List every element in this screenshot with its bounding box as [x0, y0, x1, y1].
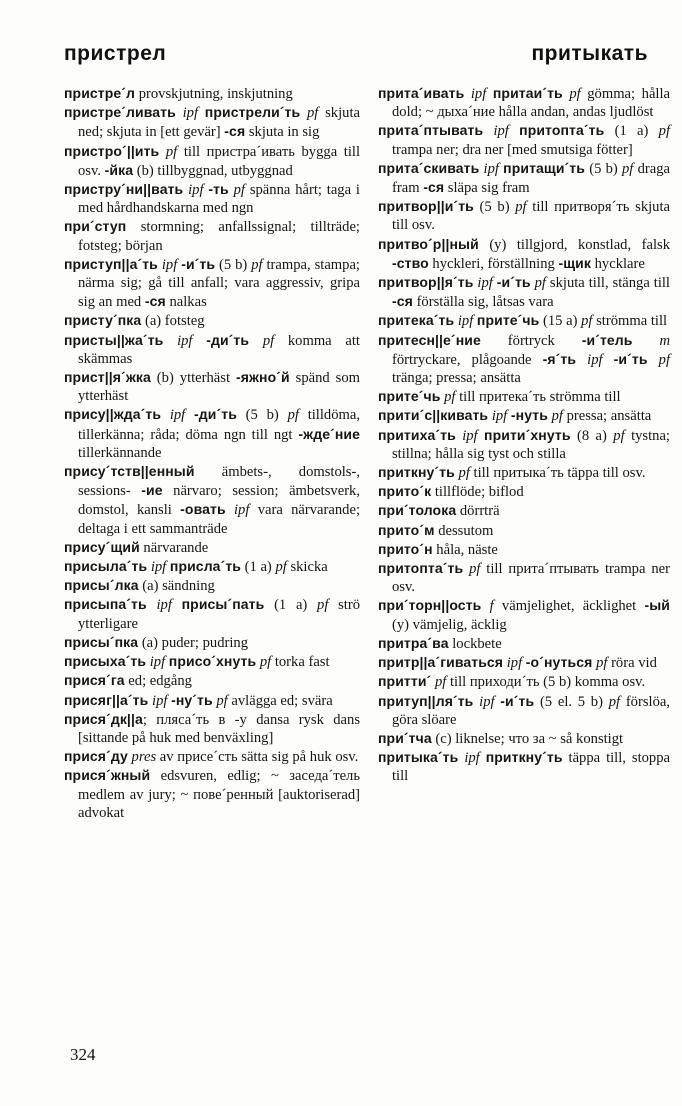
dictionary-entry: прису´тств||енный ämbets-, domstols-, sessions- -ие närvaro; session; ämbetsverk, domstol, kansli -овать ipf vara närvarande; deltaga i ett sammanträde [64, 463, 360, 537]
dictionary-entry: приткну´ть pf till притыка´ть täppa till osv. [378, 464, 646, 482]
dictionary-entry: притека´ть ipf прите´чь (15 a) pf strömma till [378, 312, 668, 330]
dictionary-entry: присыла´ть ipf присла´ть (1 a) pf skicka [64, 558, 328, 576]
left-column [64, 84, 360, 822]
dictionary-entry: прися´дк||а; пляса´ть в -у dansa rysk dans [sittande på huk med benväxling] [64, 710, 360, 746]
dictionary-entry: при´тча (c) liknelse; что за ~ så konstigt [378, 729, 624, 747]
dictionary-entry: притти´ pf till приходи´ть (5 b) komma osv. [378, 673, 646, 691]
dictionary-entry: притво´р||ный (y) tillgjord, konstlad, falsk -ство hyckleri, förställning -щик hycklare [378, 235, 670, 272]
dictionary-entry: прися´га ed; edgång [64, 672, 192, 690]
dictionary-entry: прися´жный edsvuren, edlig; ~ заседа´тель medlem av jury; ~ пове´ренный [auktoriserad] advokat [64, 767, 360, 821]
right-column [378, 84, 670, 786]
dictionary-entry: присты||жа´ть ipf -ди´ть pf komma att skämmas [64, 331, 360, 367]
dictionary-entry: притыка´ть ipf приткну´ть täppa till, stoppa till [378, 749, 670, 785]
dictionary-entry: прито´м dessutom [378, 521, 494, 539]
dictionary-entry: притесн||е´ние förtryck -и´тель m förtryckare, plågoande -я´ть ipf -и´ть pf tränga; pressa; ansätta [378, 331, 671, 387]
dictionary-entry: пристру´ни||вать ipf -ть pf spänna hårt; taga i med hårdhandskarna med ngn [64, 181, 360, 217]
dictionary-entry: притиха´ть ipf прити´хнуть (8 a) pf tystna; stillna; hålla sig tyst och stilla [378, 426, 670, 462]
dictionary-entry: прита´скивать ipf притащи´ть (5 b) pf draga fram -ся släpa sig fram [378, 159, 670, 197]
dictionary-entry: прита´птывать ipf притопта´ть (1 a) pf trampa ner; dra ner [med smutsiga fötter] [378, 122, 670, 158]
dictionary-entry: пристре´л provskjutning, inskjutning [64, 85, 293, 102]
dictionary-entry: присыпа´ть ipf присы´пать (1 a) pf strö ytterligare [64, 596, 360, 632]
dictionary-entry: прист||я´жка (b) ytterhäst -яжно´й spänd som ytterhäst [64, 369, 361, 405]
dictionary-entry: прису´щий närvarande [64, 538, 209, 556]
dictionary-entry: притра´ва lockbete [378, 634, 502, 652]
dictionary-entry: пристро´||ить pf till пристра´ивать bygga till osv. -йка (b) tillbyggnad, utbyggnad [64, 142, 361, 179]
dictionary-entry: пристре´ливать ipf пристрели´ть pf skjuta ned; skjuta in [ett gevär] -ся skjuta in sig [64, 104, 360, 141]
dictionary-entry: прито´н håla, näste [378, 540, 498, 558]
dictionary-entry: прита´ивать ipf притаи´ть pf gömma; hålla dold; ~ дыха´ние hålla andan, andas ljudlöst [378, 85, 671, 121]
dictionary-entry: притр||а´гиваться ipf -о´нуться pf röra vid [378, 654, 657, 672]
dictionary-entry: при´ступ stormning; anfallssignal; tillträde; fotsteg; början [64, 218, 360, 254]
dictionary-entry: при´торн||ость f vämjelighet, äcklighet -ый (y) vämjelig, äcklig [378, 597, 670, 633]
dictionary-entry: присы´пка (a) puder; pudring [64, 633, 248, 651]
dictionary-entry: присту´пка (a) fotsteg [64, 312, 205, 330]
dictionary-entry: при´толока dörrträ [378, 502, 500, 520]
dictionary-entry: прися´ду pres av присе´сть sätta sig på huk osv. [64, 748, 359, 766]
dictionary-entry: притопта´ть pf till прита´птывать trampa ner osv. [378, 560, 670, 596]
dictionary-entry: присяг||а´ть ipf -ну´ть pf avlägga ed; svära [64, 691, 333, 709]
dictionary-entry: притуп||ля´ть ipf -и´ть (5 el. 5 b) pf förslöa, göra slöare [378, 692, 670, 728]
dictionary-entry: притвор||я´ть ipf -и´ть pf skjuta till, stänga till -ся förställa sig, låtsas vara [378, 274, 670, 311]
dictionary-entry: притвор||и´ть (5 b) pf till притворя´ть skjuta till osv. [378, 198, 670, 234]
dictionary-entry: прите´чь pf till притека´ть strömma till [378, 388, 621, 406]
dictionary-entry: прису||жда´ть ipf -ди´ть (5 b) pf tilldöma, tillerkänna; råda; döma ngn till ngt -жде´ние tillerkännande [64, 406, 360, 461]
dictionary-entry: прити´с||кивать ipf -нуть pf pressa; ansätta [378, 407, 652, 425]
page-number: 324 [70, 1045, 96, 1064]
dictionary-entry: присы´лка (a) sändning [64, 577, 215, 595]
dictionary-entry: приступ||а´ть ipf -и´ть (5 b) pf trampa, stampa; närma sig; gå till anfall; vara aggressiv, gripa sig an med -ся nalkas [64, 255, 360, 311]
left-running-head: пристрел [64, 42, 167, 65]
dictionary-entry: присыха´ть ipf присо´хнуть pf torka fast [64, 653, 330, 671]
right-running-head: притыкать [531, 42, 648, 65]
dictionary-entry: прито´к tillflöde; biflod [378, 483, 524, 501]
